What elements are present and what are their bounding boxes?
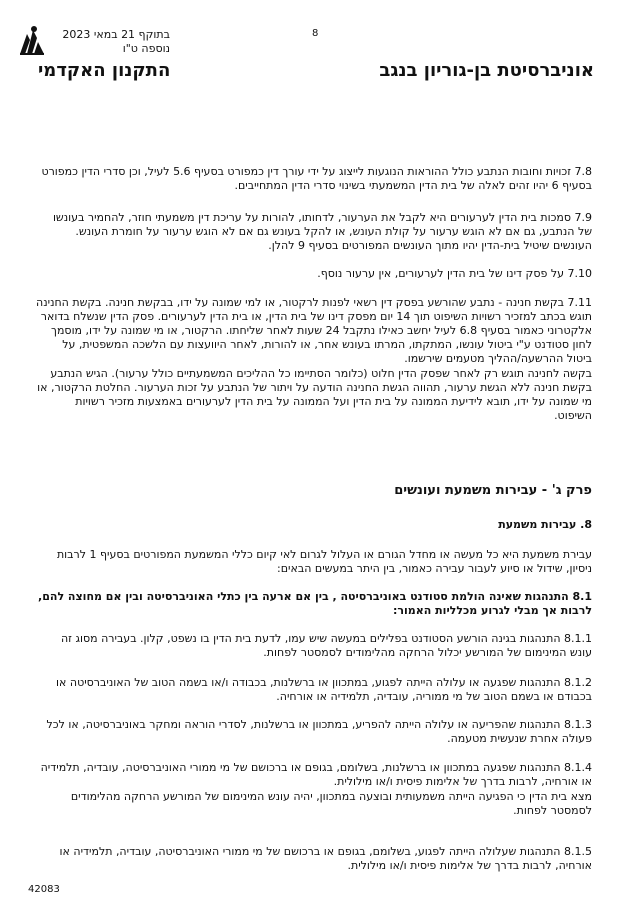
- section-8-1-2: 8.1.2 התנהגות שפגעה או עלולה הייתה לפגוע, במתכוון או ברשלנות, בכבודה ו/או בשמה הטוב של האוניברסיטה או בכבודם או בשמם הטוב של מי ממוריה, עובדיה, תלמידיה או אורחיה.: [56, 676, 592, 703]
- section-7-10: 7.10 על פסק דינו של בית הדין לערעורים, אין ערעור נוסף.: [317, 267, 592, 280]
- university-logo-icon: [18, 24, 46, 56]
- effective-date: בתוקף 21 במאי 2023: [62, 28, 170, 41]
- section-7-8: 7.8 זכויות וחובות הנתבע כולל ההוראות הנוגעות לייצוג על ידי עורך דין כמפורט בסעיף 5.6 לעיל, וכן סדרי הדין כמפורט בסעיף 6 יהיו זהים לאלה של בית הדין המשמעתי בשינוי סדרי הדין המתחייבים.: [41, 165, 592, 192]
- section-8-1-5: 8.1.5 התנהגות שעלולה הייתה לפגוע, בשלומם, בגופם או ברכושם של מי ממורי האוניברסיטה, עובדיה, תלמידיה או אורחיה, לרבות בדרך של אלימות פיסית ו/או מילולית.: [59, 845, 592, 872]
- page-number: 8: [312, 28, 319, 39]
- university-name: אוניברסיטת בן-גוריון בנגב: [379, 60, 594, 81]
- addition-note: נוספה ט"ו: [122, 42, 170, 55]
- section-8-1: 8.1 התנהגות שאינה הולמת סטודנט באוניברסיטה , בין אם ארעה בין כתלי האוניברסיטה ובין אם מחוצה להם, לרבות אך מבלי לגרוע מכלליות האמור:: [38, 590, 592, 617]
- document-title: התקנון האקדמי: [38, 60, 171, 81]
- section-8-1-3: 8.1.3 התנהגות שהפריעה או עלולה הייתה להפריע, במתכוון או ברשלנות, לסדרי הוראה ומחקר באוניברסיטה, או לכל פעולה אחרת שנעשית מטעמה.: [46, 718, 592, 745]
- section-8-heading: 8. עבירות משמעת: [498, 518, 592, 531]
- header-dates: [60, 28, 170, 56]
- footer-code: 42083: [28, 884, 60, 895]
- section-7-9: 7.9 סמכות בית הדין לערעורים היא לקבל את הערעור, לדחותו, להורות על עריכת דין משמעתי חוזר, להחמיר בעונשו של הנתבע, גם אם לא הוגש ערעור על קולת העונש, או להקל בעונש גם אם לא הוגש ערעור על חומרת העונש. העונשים שיטיל בית-הדין יהיו מתוך העונשים המפורטים בסעיף 9 להלן.: [52, 211, 592, 252]
- section-7-11: 7.11 בקשת חנינה - נתבע שהורשע בפסק דין רשאי לפנות לרקטור, או למי שמונה על ידו, בבקשת חנינה. בקשת החנינה תוגש בכתב למזכיר רשויות השיפוט תוך 14 יום מפסק דינו של בית הדין, או בית הדין לערעורים. פסק הדין שנשלח בדואר אלקטרוני כאמור בסעיף 6.8 לעיל יחשב כאילו נתקבל 24 שעות לאחר שליחתו. הרקטור, או מי שמונה על ידו, מוסמך לחון סטודנט ע"י ביטול עונשו, המתקתו, המרתו בעונש אחר, או להורות, לאחר היוועצות עם הלשכה המשפטית, על ביטול ההרשעה/ההליך מטעמים שירשמו.: [36, 296, 592, 365]
- section-8-1-4-minimum: מצא בית הדין כי הפגיעה הייתה משמעותית ובוצעה במתכוון, יהיה עונש המינימום של המורשע הרחקה מהלימודים לסמסטר לפחות.: [70, 790, 592, 817]
- section-8-1-1: 8.1.1 התנהגות בגינה הורשע הסטודנט בפלילים במעשה שיש עמו, לדעת בית הדין בו נשפט, קלון. בעבירה מסוג זה עונש המינימום של המורשע יכלול הרחקה מהלימודים לסמסטר לפחות.: [60, 632, 592, 659]
- section-8-intro: עבירת משמעת היא כל מעשה או מחדל הגורם או העלול לגרום לאי קיום כללי המשמעת המפורטים בסעיף 1 לרבות ניסיון, שידול או סיוע לעבור עבירה כאמור, בין היתר במעשים הבאים:: [56, 548, 592, 575]
- chapter-c-heading: פרק ג' - עבירות משמעת ועונשים: [394, 483, 592, 498]
- section-8-1-4: 8.1.4 התנהגות שפגעה במתכוון או ברשלנות, בשלומם, בגופם או ברכושם של מי ממורי האוניברסיטה, עובדיה, תלמידיה או אורחיה, לרבות בדרך של אלימות פיסית ו/או מילולית.: [40, 761, 592, 788]
- pardon-paragraph: בקשה לחנינה תוגש רק לאחר שפסק הדין חלוט (כלומר הסתיימו כל ההליכים המשמעתיים כולל ערעור). הגיש הנתבע בקשת חנינה ללא הגשת ערעור, תהווה הגשת החנינה הודעה על ויתור של הנתבע על זכות הערעור. החלטת הרקטור, או מי שמונה על ידו, תובא לידיעת הממונה על בית הדין ועל הממונה על בית הדין לערעורים באמצעות מזכיר רשויות השיפוט.: [37, 367, 592, 422]
